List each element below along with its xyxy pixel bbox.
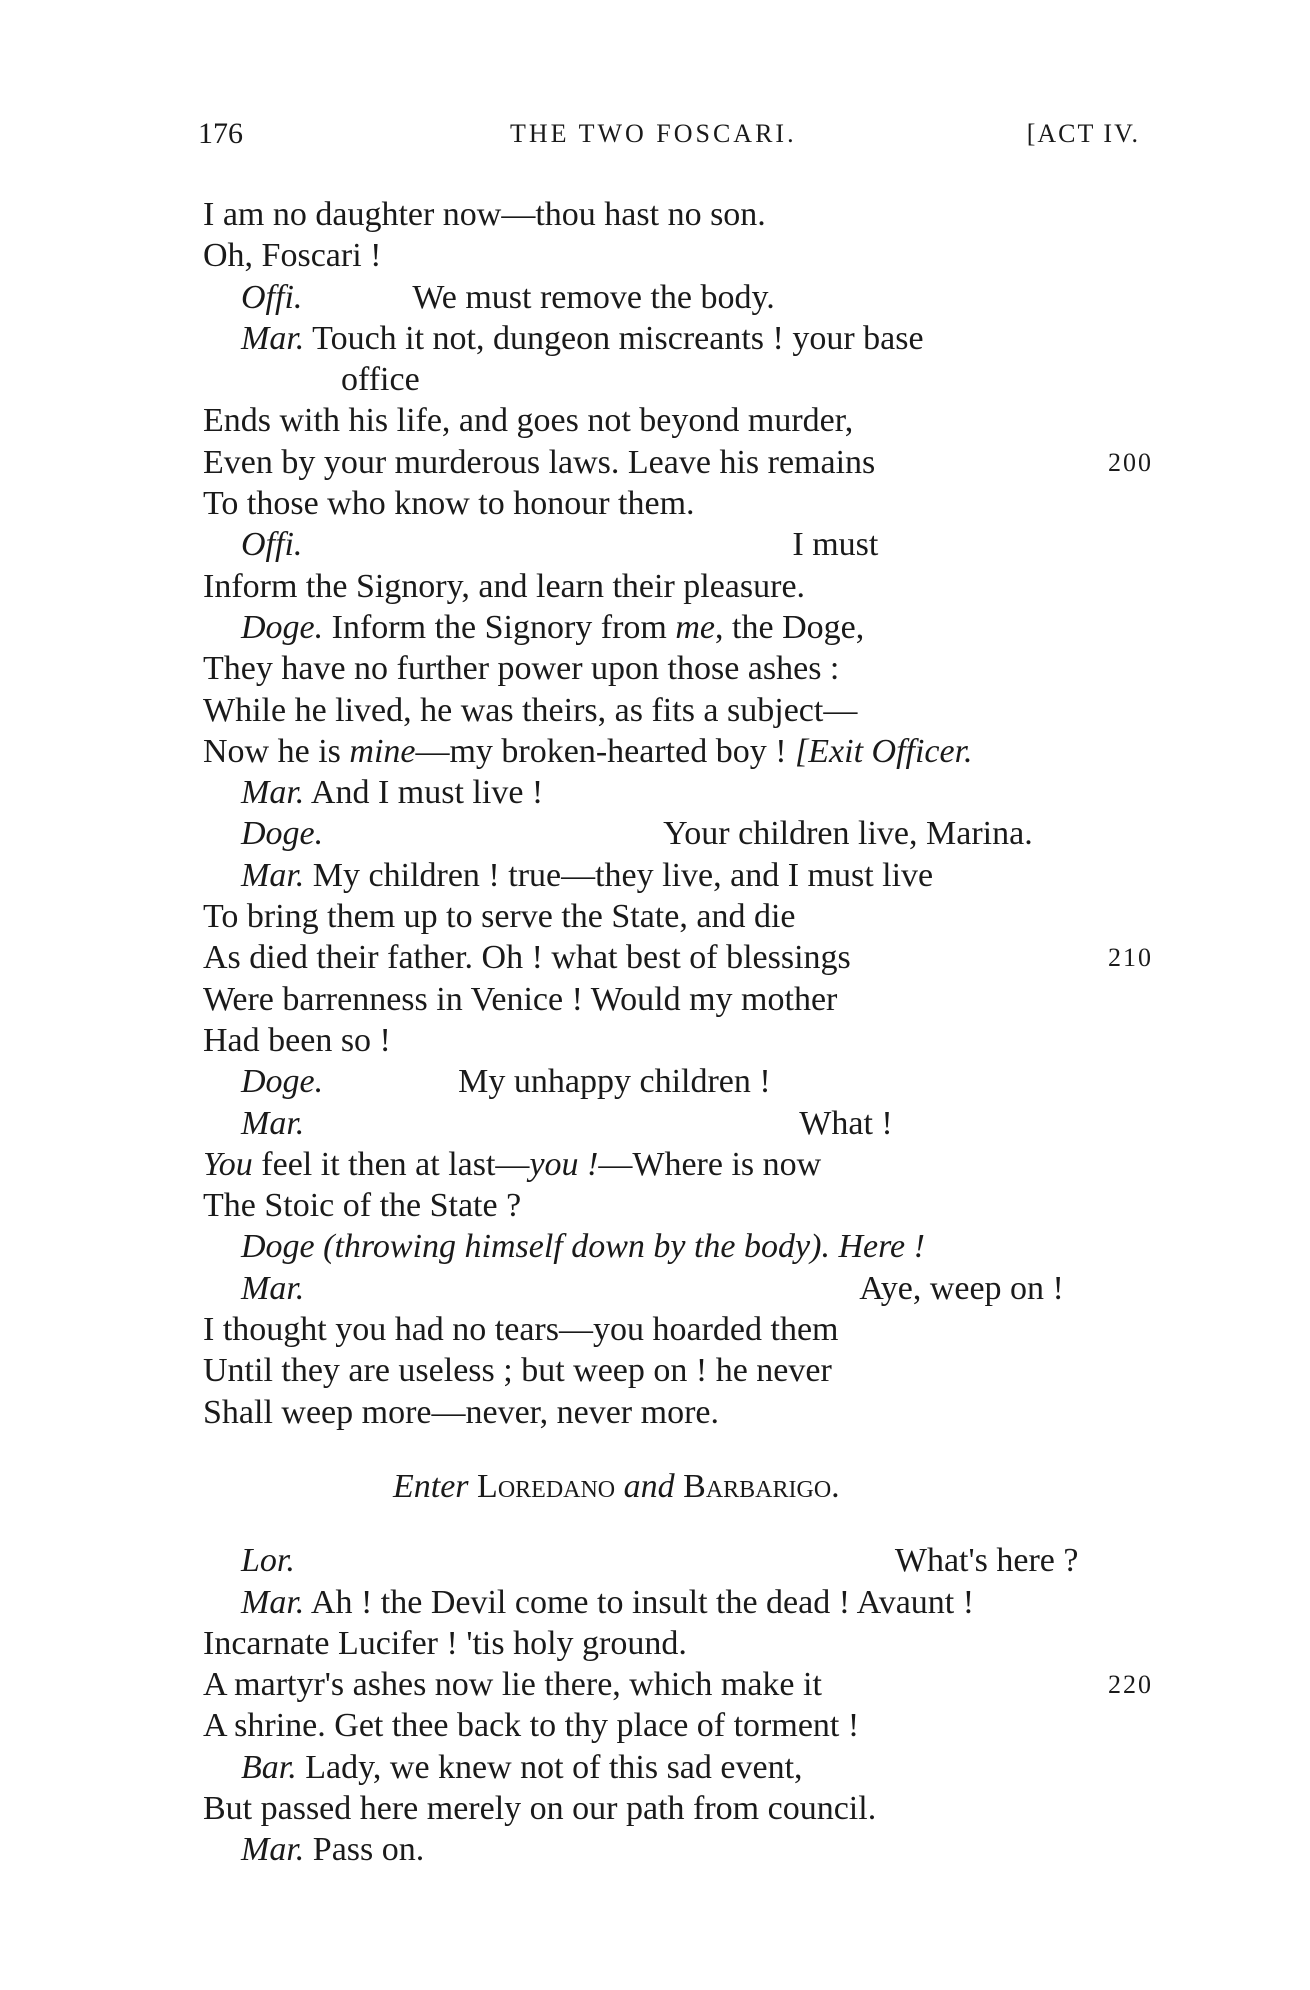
verse-line — [203, 318, 1153, 359]
italic-text: and — [623, 1467, 675, 1505]
verse-line — [203, 648, 1153, 689]
italic-text: Mar. — [241, 1104, 305, 1142]
line-text: A martyr's ashes now lie there, which make it — [203, 1666, 822, 1704]
line-text: Oh, Foscari ! — [203, 237, 382, 275]
verse-line — [203, 1788, 1153, 1829]
line-text: Were barrenness in Venice ! Would my mother — [203, 980, 838, 1018]
italic-text: Mar. — [241, 319, 305, 357]
line-text: I must — [792, 526, 879, 564]
line-text: Until they are useless ; but weep on ! he never — [203, 1352, 832, 1390]
italic-text: Mar. — [241, 856, 305, 894]
line-number: 220 — [1108, 1670, 1153, 1700]
line-text: To bring them up to serve the State, and die — [203, 898, 796, 936]
verse-line — [203, 359, 1153, 400]
verse-line — [203, 813, 1153, 854]
verse-line — [203, 1350, 1153, 1391]
italic-text: Mar. — [241, 1269, 305, 1307]
italic-text: Doge (throwing himself down by the body). Here ! — [241, 1228, 925, 1266]
line-text: My children ! true—they live, and I must live — [304, 856, 934, 894]
verse-line — [203, 896, 1153, 937]
verse-line — [203, 1020, 1153, 1061]
verse-line — [203, 607, 1153, 648]
small-caps-name: Loredano — [468, 1467, 624, 1505]
line-number: 200 — [1108, 447, 1153, 477]
verse-line — [203, 1144, 1153, 1185]
verse-line — [203, 1582, 1153, 1623]
line-text: Even by your murderous laws. Leave his remains — [203, 443, 876, 481]
italic-text: You — [203, 1145, 253, 1183]
line-text: Inform the Signory from — [323, 608, 676, 646]
line-text: —Where is now — [598, 1145, 822, 1183]
line-text: While he lived, he was theirs, as fits a subject— — [203, 691, 858, 729]
line-number: 210 — [1108, 943, 1153, 973]
italic-text: Mar. — [241, 1583, 305, 1621]
italic-text: Enter — [393, 1467, 469, 1505]
verse-line — [203, 1226, 1153, 1267]
verse-line — [203, 1103, 1153, 1144]
verse-line — [203, 1623, 1153, 1664]
verse-line — [203, 1268, 1153, 1309]
verse-line — [203, 1185, 1153, 1226]
line-text: Your children live, Marina. — [663, 815, 1033, 853]
verse-line — [203, 1664, 1153, 1705]
line-text: Had been so ! — [203, 1021, 391, 1059]
verse-line — [203, 1705, 1153, 1746]
verse-line — [203, 524, 1153, 565]
line-text: Now he is — [203, 732, 350, 770]
verse-line — [203, 442, 1153, 483]
line-text: They have no further power upon those ashes : — [203, 650, 840, 688]
verse-line — [203, 483, 1153, 524]
verse-line — [203, 979, 1153, 1020]
italic-text: Doge. — [241, 815, 324, 853]
verse-line — [203, 1466, 1153, 1507]
verse-line — [203, 400, 1153, 441]
italic-text: [Exit Officer. — [795, 732, 973, 770]
italic-text: Doge. — [241, 608, 324, 646]
verse-line — [203, 1309, 1153, 1350]
italic-text: Offi. — [241, 526, 303, 564]
line-text: Shall weep more—never, never more. — [203, 1393, 719, 1431]
verse-line — [203, 235, 1153, 276]
line-text: Inform the Signory, and learn their pleasure. — [203, 567, 806, 605]
line-text: —my broken-hearted boy ! — [415, 732, 796, 770]
line-text: To those who know to honour them. — [203, 485, 695, 523]
line-text: What ! — [799, 1104, 893, 1142]
line-text: office — [341, 361, 420, 399]
verse-line — [203, 194, 1153, 235]
line-text: feel it then at last— — [252, 1145, 530, 1183]
verse-line — [203, 731, 1153, 772]
line-text: My unhappy children ! — [458, 1063, 771, 1101]
italic-text: Doge. — [241, 1063, 324, 1101]
verse-line — [203, 1747, 1153, 1788]
italic-text: Mar. — [241, 774, 305, 812]
page-number: 176 — [198, 117, 243, 150]
italic-text: you ! — [529, 1145, 599, 1183]
verse-line — [203, 937, 1153, 978]
line-text: But passed here merely on our path from council. — [203, 1789, 877, 1827]
verse-line — [203, 1540, 1153, 1581]
line-text: Lady, we knew not of this sad event, — [296, 1748, 803, 1786]
italic-text: mine — [349, 732, 416, 770]
verse-line — [203, 690, 1153, 731]
verse-line — [203, 855, 1153, 896]
line-text: Incarnate Lucifer ! 'tis holy ground. — [203, 1624, 687, 1662]
verse-line — [203, 1392, 1153, 1433]
verse-line — [203, 277, 1153, 318]
verse-line — [203, 772, 1153, 813]
line-text: And I must live ! — [304, 774, 544, 812]
line-text: Ah ! the Devil come to insult the dead ! Avaunt ! — [304, 1583, 975, 1621]
line-text: We must remove the body. — [412, 278, 775, 316]
line-text: Pass on. — [304, 1831, 425, 1869]
verse-line — [203, 1829, 1153, 1870]
line-text: , the Doge, — [715, 608, 865, 646]
verse-line — [203, 1061, 1153, 1102]
line-text: The Stoic of the State ? — [203, 1187, 522, 1225]
line-text: Touch it not, dungeon miscreants ! your base — [304, 319, 924, 357]
line-text: As died their father. Oh ! what best of blessings — [203, 939, 851, 977]
line-text: I thought you had no tears—you hoarded them — [203, 1311, 839, 1349]
line-text: Ends with his life, and goes not beyond murder, — [203, 402, 854, 440]
italic-text: Bar. — [241, 1748, 297, 1786]
verse-line — [203, 566, 1153, 607]
italic-text: me — [675, 608, 716, 646]
line-text: What's here ? — [894, 1542, 1079, 1580]
small-caps-name: Barbarigo. — [674, 1467, 840, 1505]
play-text — [203, 194, 1153, 1871]
line-text: Aye, weep on ! — [859, 1269, 1064, 1307]
line-text: A shrine. Get thee back to thy place of torment ! — [203, 1707, 860, 1745]
line-text: I am no daughter now—thou hast no son. — [203, 196, 766, 233]
italic-text: Offi. — [241, 278, 303, 316]
act-marker: [ACT IV. — [1026, 119, 1140, 148]
running-title: THE TWO FOSCARI. — [510, 119, 797, 148]
italic-text: Mar. — [241, 1831, 305, 1869]
italic-text: Lor. — [241, 1542, 295, 1580]
